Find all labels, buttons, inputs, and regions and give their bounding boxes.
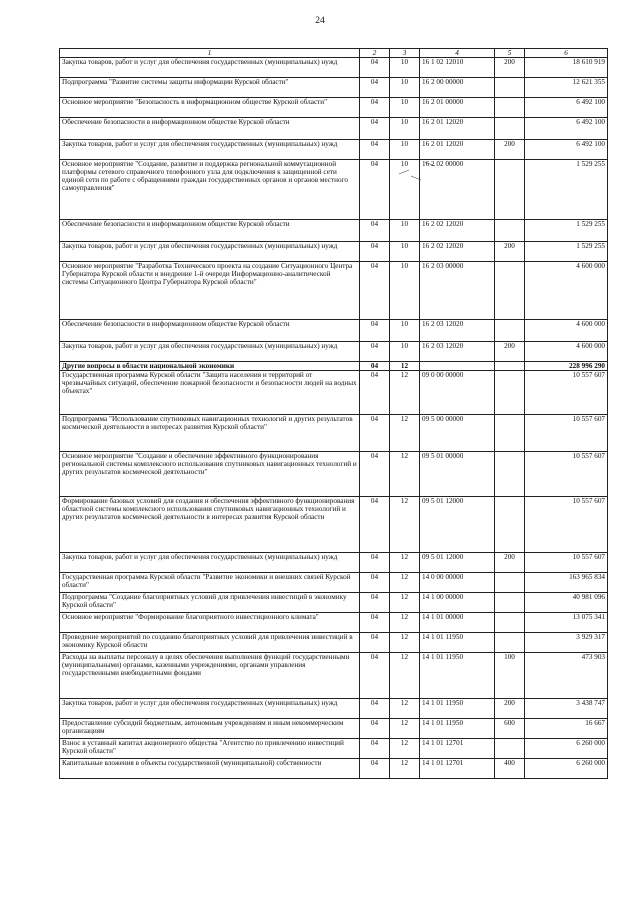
cell-amount: 1 529 255	[525, 242, 608, 262]
cell-subsection: 10	[390, 242, 420, 262]
column-header-target-article: 4	[420, 49, 495, 58]
cell-name: Взнос в уставный капитал акционерного общества "Агентство по привлечению инвестиций Курской области"	[60, 739, 360, 759]
table-header-row	[60, 49, 608, 58]
table-row	[60, 362, 608, 371]
cell-expense-type	[495, 220, 525, 242]
column-header-name: 1	[60, 49, 360, 58]
cell-expense-type	[495, 78, 525, 98]
cell-expense-type: 200	[495, 242, 525, 262]
cell-name: Капитальные вложения в объекты государственной (муниципальной) собственности	[60, 759, 360, 779]
cell-name: Обеспечение безопасности в информационном обществе Курской области	[60, 220, 360, 242]
cell-amount: 228 996 290	[525, 362, 608, 371]
cell-name: Закупка товаров, работ и услуг для обеспечения государственных (муниципальных) нужд	[60, 140, 360, 160]
cell-amount: 4 600 000	[525, 320, 608, 342]
column-header-expense-type: 5	[495, 49, 525, 58]
cell-amount: 12 621 355	[525, 78, 608, 98]
cell-name: Государственная программа Курской области "Защита населения и территорий от чрезвычайных ситуаций, обеспечение пожарной безопасности и безопасности людей на водных объектах"	[60, 371, 360, 415]
cell-amount: 6 492 100	[525, 98, 608, 118]
table-row	[60, 573, 608, 593]
table-row	[60, 140, 608, 160]
cell-target-article	[420, 362, 495, 371]
table-row	[60, 371, 608, 415]
table-row	[60, 160, 608, 220]
cell-section: 04	[360, 242, 390, 262]
cell-name: Основное мероприятие "Безопасность в информационном обществе Курской области"	[60, 98, 360, 118]
cell-subsection: 12	[390, 739, 420, 759]
cell-name: Закупка товаров, работ и услуг для обеспечения государственных (муниципальных) нужд	[60, 242, 360, 262]
column-header-amount: 6	[525, 49, 608, 58]
cell-target-article: 16 1 02 12010	[420, 58, 495, 78]
table-row	[60, 220, 608, 242]
cell-name: Основное мероприятие "Создание и обеспечение эффективного функционирования региональной системы комплексного использования спутниковых навигационных технологий и других результатов космической деятельности"	[60, 452, 360, 497]
table-row	[60, 78, 608, 98]
cell-amount: 16 667	[525, 719, 608, 739]
cell-name: Основное мероприятие "Формирование благоприятного инвестиционного климата"	[60, 613, 360, 633]
table-body	[60, 58, 608, 779]
cell-subsection: 10	[390, 140, 420, 160]
cell-subsection: 12	[390, 633, 420, 653]
cell-subsection: 12	[390, 452, 420, 497]
cell-section: 04	[360, 362, 390, 371]
cell-target-article: 16 2 01 12020	[420, 118, 495, 140]
budget-table	[59, 48, 608, 779]
cell-section: 04	[360, 262, 390, 320]
cell-name: Подпрограмма "Развитие системы защиты информации Курской области"	[60, 78, 360, 98]
table-row	[60, 320, 608, 342]
cell-amount: 4 600 000	[525, 342, 608, 362]
cell-name: Проведение мероприятий по созданию благоприятных условий для привлечения инвестиций в экономику Курской области	[60, 633, 360, 653]
table-row	[60, 118, 608, 140]
table-row	[60, 759, 608, 779]
cell-name: Другие вопросы в области национальной экономики	[60, 362, 360, 371]
cell-amount: 10 557 607	[525, 415, 608, 452]
cell-amount: 1 529 255	[525, 220, 608, 242]
cell-target-article: 09 5 00 00000	[420, 415, 495, 452]
page-number: 24	[315, 16, 325, 26]
cell-target-article: 09 5 01 12000	[420, 497, 495, 553]
cell-expense-type	[495, 613, 525, 633]
table-row	[60, 98, 608, 118]
cell-expense-type	[495, 415, 525, 452]
table-row	[60, 342, 608, 362]
table-row	[60, 415, 608, 452]
table-row	[60, 593, 608, 613]
cell-subsection: 12	[390, 371, 420, 415]
table-row	[60, 633, 608, 653]
cell-expense-type: 200	[495, 58, 525, 78]
cell-expense-type: 200	[495, 553, 525, 573]
cell-subsection: 12	[390, 362, 420, 371]
cell-expense-type	[495, 593, 525, 613]
cell-section: 04	[360, 220, 390, 242]
table-row	[60, 739, 608, 759]
table-row	[60, 719, 608, 739]
cell-name: Формирование базовых условий для создания и обеспечения эффективного функционирования областной системы комплексного использования спутниковых навигационных технологий и других результатов космической деятельности в интересах развития Курской области	[60, 497, 360, 553]
cell-subsection: 10	[390, 320, 420, 342]
cell-target-article: 14 1 01 12701	[420, 759, 495, 779]
cell-section: 04	[360, 320, 390, 342]
cell-amount: 3 929 317	[525, 633, 608, 653]
cell-expense-type: 200	[495, 342, 525, 362]
cell-target-article: 16 2 02 00000	[420, 160, 495, 220]
cell-subsection: 10	[390, 220, 420, 242]
cell-target-article: 16 2 01 12020	[420, 140, 495, 160]
cell-expense-type	[495, 98, 525, 118]
cell-subsection: 12	[390, 593, 420, 613]
cell-subsection: 12	[390, 699, 420, 719]
cell-subsection: 12	[390, 613, 420, 633]
cell-amount: 6 260 000	[525, 739, 608, 759]
cell-section: 04	[360, 633, 390, 653]
cell-target-article: 14 1 01 11950	[420, 653, 495, 699]
cell-target-article: 16 2 01 00000	[420, 98, 495, 118]
cell-section: 04	[360, 653, 390, 699]
cell-subsection: 12	[390, 553, 420, 573]
cell-subsection: 10	[390, 118, 420, 140]
cell-section: 04	[360, 699, 390, 719]
cell-target-article: 09 5 01 00000	[420, 452, 495, 497]
cell-section: 04	[360, 371, 390, 415]
cell-target-article: 16 2 03 00000	[420, 262, 495, 320]
table-row	[60, 58, 608, 78]
cell-subsection: 10	[390, 78, 420, 98]
cell-target-article: 14 1 01 12701	[420, 739, 495, 759]
cell-section: 04	[360, 140, 390, 160]
cell-expense-type: 600	[495, 719, 525, 739]
cell-target-article: 16 2 02 12020	[420, 242, 495, 262]
cell-section: 04	[360, 553, 390, 573]
cell-subsection: 10	[390, 160, 420, 220]
table-row	[60, 242, 608, 262]
cell-name: Закупка товаров, работ и услуг для обеспечения государственных (муниципальных) нужд	[60, 553, 360, 573]
cell-subsection: 12	[390, 415, 420, 452]
cell-expense-type	[495, 573, 525, 593]
column-header-section: 2	[360, 49, 390, 58]
cell-amount: 10 557 607	[525, 371, 608, 415]
cell-target-article: 09 0 00 00000	[420, 371, 495, 415]
cell-section: 04	[360, 78, 390, 98]
cell-amount: 40 981 096	[525, 593, 608, 613]
cell-expense-type	[495, 739, 525, 759]
cell-expense-type	[495, 497, 525, 553]
cell-section: 04	[360, 415, 390, 452]
cell-amount: 10 557 607	[525, 497, 608, 553]
cell-section: 04	[360, 118, 390, 140]
cell-expense-type	[495, 633, 525, 653]
cell-expense-type: 200	[495, 140, 525, 160]
cell-amount: 10 557 607	[525, 452, 608, 497]
cell-amount: 1 529 255	[525, 160, 608, 220]
cell-expense-type	[495, 371, 525, 415]
cell-section: 04	[360, 160, 390, 220]
cell-target-article: 09 5 01 12000	[420, 553, 495, 573]
cell-expense-type	[495, 160, 525, 220]
table-row	[60, 452, 608, 497]
cell-name: Закупка товаров, работ и услуг для обеспечения государственных (муниципальных) нужд	[60, 342, 360, 362]
cell-name: Предоставление субсидий бюджетным, автономным учреждениям и иным некоммерческим организациям	[60, 719, 360, 739]
cell-name: Основное мероприятие "Разработка Технического проекта на создание Ситуационного Центра Губернатора Курской области и внедрение 1-й очереди Информационно-аналитической системы Ситуационного Центра Губернатора Курской области"	[60, 262, 360, 320]
cell-name: Подпрограмма "Использование спутниковых навигационных технологий и других результатов космической деятельности в интересах развития Курской области"	[60, 415, 360, 452]
table-row	[60, 497, 608, 553]
cell-amount: 6 492 100	[525, 140, 608, 160]
cell-subsection: 12	[390, 653, 420, 699]
cell-name: Обеспечение безопасности в информационном обществе Курской области	[60, 320, 360, 342]
cell-amount: 10 557 607	[525, 553, 608, 573]
table-row	[60, 262, 608, 320]
cell-target-article: 14 1 01 11950	[420, 719, 495, 739]
cell-target-article: 16 2 02 12020	[420, 220, 495, 242]
cell-expense-type: 200	[495, 699, 525, 719]
cell-target-article: 16 2 03 12020	[420, 342, 495, 362]
cell-subsection: 12	[390, 719, 420, 739]
cell-amount: 163 965 834	[525, 573, 608, 593]
cell-target-article: 14 1 00 00000	[420, 593, 495, 613]
cell-section: 04	[360, 759, 390, 779]
cell-subsection: 10	[390, 342, 420, 362]
cell-section: 04	[360, 58, 390, 78]
cell-section: 04	[360, 613, 390, 633]
cell-target-article: 16 2 00 00000	[420, 78, 495, 98]
cell-amount: 3 438 747	[525, 699, 608, 719]
cell-amount: 6 260 000	[525, 759, 608, 779]
cell-section: 04	[360, 719, 390, 739]
cell-target-article: 14 0 00 00000	[420, 573, 495, 593]
table-row	[60, 613, 608, 633]
cell-section: 04	[360, 452, 390, 497]
cell-name: Государственная программа Курской области "Развитие экономики и внешних связей Курской области"	[60, 573, 360, 593]
cell-target-article: 14 1 01 11950	[420, 633, 495, 653]
cell-name: Подпрограмма "Создание благоприятных условий для привлечения инвестиций в экономику Курской области"	[60, 593, 360, 613]
pen-marks	[395, 140, 455, 200]
cell-expense-type	[495, 362, 525, 371]
cell-amount: 13 075 341	[525, 613, 608, 633]
cell-section: 04	[360, 593, 390, 613]
cell-expense-type	[495, 452, 525, 497]
cell-expense-type: 100	[495, 653, 525, 699]
cell-name: Закупка товаров, работ и услуг для обеспечения государственных (муниципальных) нужд	[60, 58, 360, 78]
cell-name: Основное мероприятие "Создание, развитие и поддержка региональной коммутационной платформы сетевого справочного телефонного узла для подключения к защищенной сети единой сети по работе с обращениями граждан государственных органов и органов местного самоуправления"	[60, 160, 360, 220]
cell-expense-type: 400	[495, 759, 525, 779]
cell-expense-type	[495, 320, 525, 342]
cell-expense-type	[495, 262, 525, 320]
cell-subsection: 10	[390, 58, 420, 78]
cell-target-article: 16 2 03 12020	[420, 320, 495, 342]
cell-section: 04	[360, 342, 390, 362]
cell-name: Расходы на выплаты персоналу в целях обеспечения выполнения функций государственными (муниципальными) органами, казенными учреждениями, органами управления государственными внебюджетными фондами	[60, 653, 360, 699]
column-header-subsection: 3	[390, 49, 420, 58]
cell-target-article: 14 1 01 00000	[420, 613, 495, 633]
cell-section: 04	[360, 98, 390, 118]
cell-amount: 473 903	[525, 653, 608, 699]
cell-subsection: 10	[390, 262, 420, 320]
cell-target-article: 14 1 01 11950	[420, 699, 495, 719]
cell-name: Обеспечение безопасности в информационном обществе Курской области	[60, 118, 360, 140]
table-row	[60, 699, 608, 719]
cell-section: 04	[360, 739, 390, 759]
cell-subsection: 12	[390, 573, 420, 593]
cell-section: 04	[360, 573, 390, 593]
cell-amount: 6 492 100	[525, 118, 608, 140]
cell-amount: 4 600 000	[525, 262, 608, 320]
cell-subsection: 12	[390, 497, 420, 553]
cell-subsection: 12	[390, 759, 420, 779]
cell-subsection: 10	[390, 98, 420, 118]
table-row	[60, 653, 608, 699]
cell-amount: 18 610 919	[525, 58, 608, 78]
cell-expense-type	[495, 118, 525, 140]
cell-name: Закупка товаров, работ и услуг для обеспечения государственных (муниципальных) нужд	[60, 699, 360, 719]
cell-section: 04	[360, 497, 390, 553]
table-row	[60, 553, 608, 573]
